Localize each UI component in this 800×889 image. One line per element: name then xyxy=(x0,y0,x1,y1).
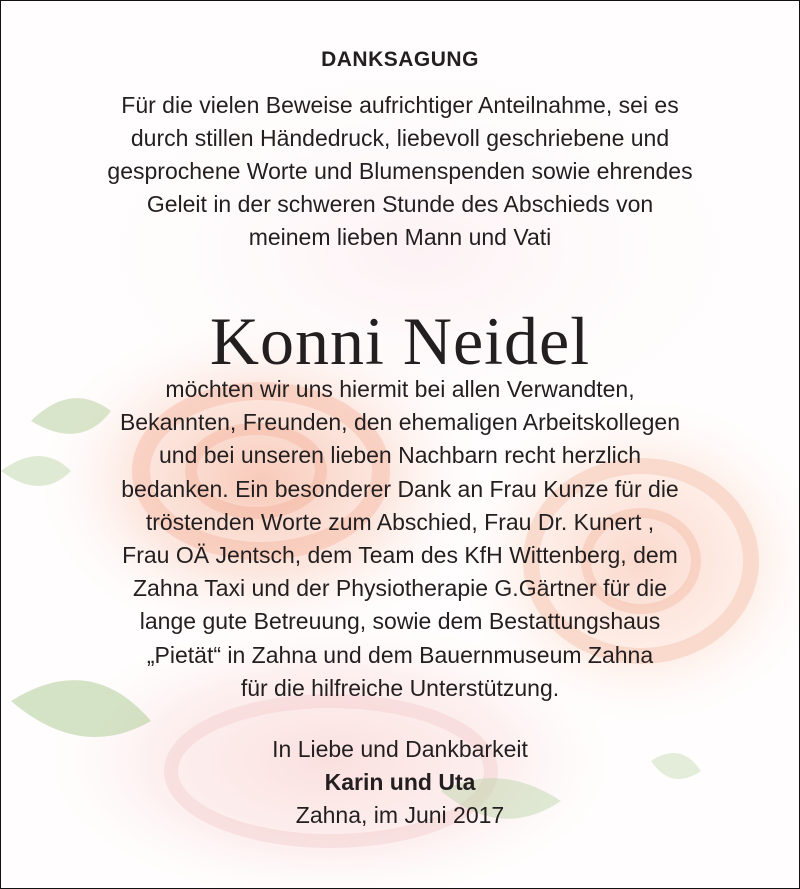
closing-block xyxy=(1,733,799,832)
intro-line: meinem lieben Mann und Vati xyxy=(248,224,552,250)
thanks-line: Frau OÄ Jentsch, dem Team des KfH Wittenberg, dem xyxy=(122,542,678,569)
heading: DANKSAGUNG xyxy=(321,48,479,71)
place-date: Zahna, im Juni 2017 xyxy=(295,802,505,828)
thanks-line: bedanken. Ein besonderer Dank an Frau Kunze für die xyxy=(121,475,679,502)
thanks-line: Bekannten, Freunden, den ehemaligen Arbeitskollegen xyxy=(119,409,681,436)
thanks-line: Zahna Taxi und der Physiotherapie G.Gärtner für die xyxy=(133,575,667,602)
thanks-line: lange gute Betreuung, sowie dem Bestattungshaus xyxy=(139,608,661,635)
intro-line: Geleit in der schweren Stunde des Abschieds von xyxy=(146,191,654,217)
signers: Karin und Uta xyxy=(324,769,476,795)
thanks-line: und bei unseren lieben Nachbarn recht herzlich xyxy=(158,442,642,469)
closing-phrase: In Liebe und Dankbarkeit xyxy=(272,736,528,762)
intro-line: durch stillen Händedruck, liebevoll geschriebene und xyxy=(130,125,670,151)
intro-line: Für die vielen Beweise aufrichtiger Anteilnahme, sei es xyxy=(121,92,679,118)
thanks-paragraph xyxy=(21,373,779,705)
thanks-line: für die hilfreiche Unterstützung. xyxy=(240,674,560,701)
intro-paragraph xyxy=(21,89,779,254)
thanks-line: tröstenden Worte zum Abschied, Frau Dr. Kunert , xyxy=(145,508,655,535)
deceased-name: Konni Neidel xyxy=(209,303,591,379)
thanks-line: möchten wir uns hiermit bei allen Verwandten, xyxy=(165,376,635,402)
intro-line: gesprochene Worte und Blumenspenden sowie ehrendes xyxy=(107,158,693,184)
thanks-line: „Pietät“ in Zahna und dem Bauernmuseum Zahna xyxy=(146,641,654,668)
